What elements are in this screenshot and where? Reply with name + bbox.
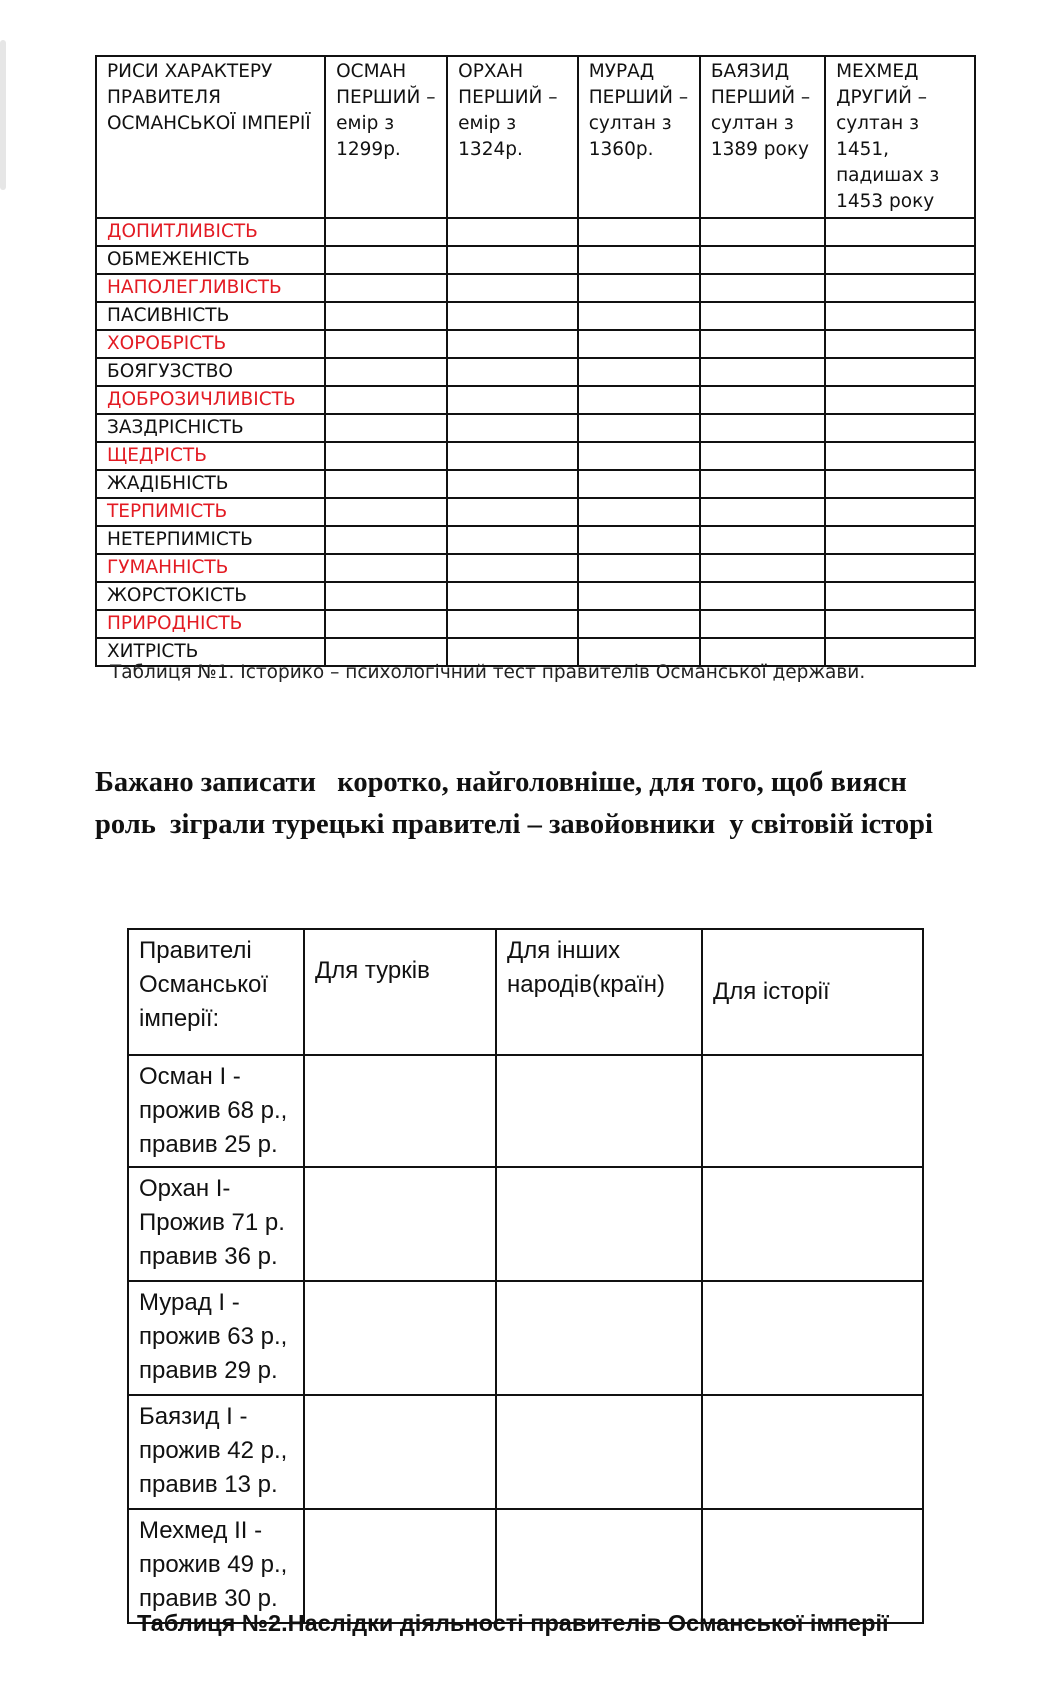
rating-cell[interactable] — [325, 554, 447, 582]
table-row — [96, 442, 975, 470]
instruction-line-2: роль зіграли турецькі правителі – завойовники у світовій історі — [95, 809, 933, 840]
rating-cell[interactable] — [700, 554, 825, 582]
rating-cell[interactable] — [825, 610, 975, 638]
answer-cell[interactable] — [304, 1395, 496, 1509]
table-row — [96, 498, 975, 526]
table-row — [128, 1395, 923, 1509]
trait-label: ДОБРОЗИЧЛИВІСТЬ — [96, 386, 325, 414]
rating-cell[interactable] — [325, 246, 447, 274]
answer-cell[interactable] — [496, 1281, 702, 1395]
trait-label: БОЯГУЗСТВО — [96, 358, 325, 386]
rating-cell[interactable] — [447, 274, 578, 302]
answer-cell[interactable] — [702, 1281, 923, 1395]
trait-label: ЩЕДРІСТЬ — [96, 442, 325, 470]
rating-cell[interactable] — [825, 358, 975, 386]
rating-cell[interactable] — [578, 274, 700, 302]
table-row — [96, 582, 975, 610]
rating-cell[interactable] — [700, 330, 825, 358]
table2-header-other-nations: Для інших народів(країн) — [496, 929, 702, 1055]
rating-cell[interactable] — [700, 246, 825, 274]
answer-cell[interactable] — [702, 1167, 923, 1281]
rating-cell[interactable] — [578, 554, 700, 582]
rating-cell[interactable] — [447, 330, 578, 358]
ruler-cell-mehmed: Мехмед II - прожив 49 р., правив 30 р. — [128, 1509, 304, 1623]
rating-cell[interactable] — [447, 610, 578, 638]
table1-header-orhan: ОРХАН ПЕРШИЙ – емір з 1324р. — [447, 56, 578, 218]
rating-cell[interactable] — [700, 470, 825, 498]
rating-cell[interactable] — [447, 526, 578, 554]
trait-label: ЖАДІБНІСТЬ — [96, 470, 325, 498]
answer-cell[interactable] — [702, 1509, 923, 1623]
rating-cell[interactable] — [325, 610, 447, 638]
trait-label: ПРИРОДНІСТЬ — [96, 610, 325, 638]
trait-label: ХИТРІСТЬ — [96, 638, 325, 666]
answer-cell[interactable] — [702, 1055, 923, 1167]
trait-label: ДОПИТЛИВІСТЬ — [96, 218, 325, 246]
answer-cell[interactable] — [304, 1055, 496, 1167]
rating-cell[interactable] — [325, 218, 447, 246]
rating-cell[interactable] — [700, 274, 825, 302]
rating-cell[interactable] — [578, 302, 700, 330]
answer-cell[interactable] — [496, 1055, 702, 1167]
rating-cell[interactable] — [578, 610, 700, 638]
rating-cell[interactable] — [447, 246, 578, 274]
rating-cell[interactable] — [325, 274, 447, 302]
trait-label: ГУМАННІСТЬ — [96, 554, 325, 582]
rating-cell[interactable] — [825, 330, 975, 358]
rating-cell[interactable] — [325, 498, 447, 526]
rating-cell[interactable] — [447, 218, 578, 246]
ruler-cell-orhan: Орхан I- Прожив 71 р. правив 36 р. — [128, 1167, 304, 1281]
rating-cell[interactable] — [825, 274, 975, 302]
table-row — [96, 274, 975, 302]
table-row — [96, 414, 975, 442]
rating-cell[interactable] — [700, 386, 825, 414]
table1-caption: Таблиця №1. Історико – психологічний тест правителів Османської держави. — [110, 662, 866, 683]
table-row — [96, 610, 975, 638]
rating-cell[interactable] — [700, 218, 825, 246]
rating-cell[interactable] — [825, 302, 975, 330]
table1-header-mehmed: МЕХМЕД ДРУГИЙ – султан з 1451, падишах з 1453 року — [825, 56, 975, 218]
answer-cell[interactable] — [496, 1509, 702, 1623]
table2-header-row — [128, 929, 923, 1055]
trait-label: ЖОРСТОКІСТЬ — [96, 582, 325, 610]
trait-label: ТЕРПИМІСТЬ — [96, 498, 325, 526]
rating-cell[interactable] — [700, 302, 825, 330]
rating-cell[interactable] — [578, 246, 700, 274]
rating-cell[interactable] — [325, 470, 447, 498]
rating-cell[interactable] — [325, 442, 447, 470]
table2-header-turks: Для турків — [304, 929, 496, 1055]
table-row — [96, 554, 975, 582]
rating-cell[interactable] — [325, 302, 447, 330]
trait-label: НЕТЕРПИМІСТЬ — [96, 526, 325, 554]
trait-label: ХОРОБРІСТЬ — [96, 330, 325, 358]
rating-cell[interactable] — [325, 414, 447, 442]
rating-cell[interactable] — [325, 582, 447, 610]
answer-cell[interactable] — [304, 1281, 496, 1395]
scrollbar[interactable] — [0, 40, 6, 190]
table-row — [128, 1167, 923, 1281]
rating-cell[interactable] — [325, 330, 447, 358]
table-row — [128, 1281, 923, 1395]
answer-cell[interactable] — [304, 1509, 496, 1623]
table-row — [96, 246, 975, 274]
table1-header-murad: МУРАД ПЕРШИЙ – султан з 1360р. — [578, 56, 700, 218]
rating-cell[interactable] — [825, 582, 975, 610]
table-row — [96, 218, 975, 246]
rating-cell[interactable] — [578, 330, 700, 358]
rating-cell[interactable] — [825, 246, 975, 274]
rating-cell[interactable] — [825, 470, 975, 498]
rating-cell[interactable] — [700, 442, 825, 470]
rating-cell[interactable] — [578, 498, 700, 526]
table-row — [96, 358, 975, 386]
rating-cell[interactable] — [825, 218, 975, 246]
table2-header-history: Для історії — [702, 929, 923, 1055]
rating-cell[interactable] — [825, 386, 975, 414]
character-traits-table — [95, 55, 976, 667]
instruction-line-1: Бажано записати коротко, найголовніше, для того, щоб виясн — [95, 767, 907, 798]
table1-header-row — [96, 56, 975, 218]
rating-cell[interactable] — [578, 218, 700, 246]
rating-cell[interactable] — [578, 526, 700, 554]
trait-label: ПАСИВНІСТЬ — [96, 302, 325, 330]
rating-cell[interactable] — [447, 358, 578, 386]
table-row — [96, 526, 975, 554]
table2-caption: Таблиця №2.Наслідки діяльності правителів Османської імперії — [137, 1610, 889, 1636]
table1-header-bayezid: БАЯЗИД ПЕРШИЙ – султан з 1389 року — [700, 56, 825, 218]
rating-cell[interactable] — [825, 442, 975, 470]
trait-label: ЗАЗДРІСНІСТЬ — [96, 414, 325, 442]
rating-cell[interactable] — [447, 414, 578, 442]
table1-header-traits: РИСИ ХАРАКТЕРУ ПРАВИТЕЛЯ ОСМАНСЬКОЇ ІМПЕРІЇ — [96, 56, 325, 218]
rating-cell[interactable] — [825, 498, 975, 526]
rating-cell[interactable] — [578, 386, 700, 414]
rating-cell[interactable] — [825, 526, 975, 554]
trait-label: ОБМЕЖЕНІСТЬ — [96, 246, 325, 274]
ruler-cell-bayezid: Баязид I - прожив 42 р., правив 13 р. — [128, 1395, 304, 1509]
rating-cell[interactable] — [578, 414, 700, 442]
trait-label: НАПОЛЕГЛИВІСТЬ — [96, 274, 325, 302]
table-row — [96, 302, 975, 330]
rating-cell[interactable] — [700, 610, 825, 638]
rating-cell[interactable] — [325, 358, 447, 386]
table-row — [96, 386, 975, 414]
answer-cell[interactable] — [496, 1395, 702, 1509]
table-row — [96, 470, 975, 498]
answer-cell[interactable] — [496, 1167, 702, 1281]
rating-cell[interactable] — [700, 358, 825, 386]
rating-cell[interactable] — [447, 470, 578, 498]
rating-cell[interactable] — [578, 582, 700, 610]
rating-cell[interactable] — [447, 302, 578, 330]
ruler-cell-osman: Осман I - прожив 68 р., правив 25 р. — [128, 1055, 304, 1167]
ruler-cell-murad: Мурад I - прожив 63 р., правив 29 р. — [128, 1281, 304, 1395]
rating-cell[interactable] — [447, 442, 578, 470]
rating-cell[interactable] — [447, 582, 578, 610]
rating-cell[interactable] — [578, 442, 700, 470]
table-row — [128, 1509, 923, 1623]
table-row — [128, 1055, 923, 1167]
answer-cell[interactable] — [304, 1167, 496, 1281]
table-row — [96, 330, 975, 358]
rating-cell[interactable] — [325, 526, 447, 554]
answer-cell[interactable] — [702, 1395, 923, 1509]
table1-header-osman: ОСМАН ПЕРШИЙ – емір з 1299р. — [325, 56, 447, 218]
rating-cell[interactable] — [700, 526, 825, 554]
rating-cell[interactable] — [325, 386, 447, 414]
instruction-text — [95, 762, 1061, 846]
rating-cell[interactable] — [700, 582, 825, 610]
rating-cell[interactable] — [447, 498, 578, 526]
table2-header-rulers: Правителі Османської імперії: — [128, 929, 304, 1055]
rating-cell[interactable] — [578, 470, 700, 498]
rating-cell[interactable] — [825, 414, 975, 442]
rating-cell[interactable] — [700, 498, 825, 526]
rating-cell[interactable] — [447, 386, 578, 414]
rating-cell[interactable] — [447, 554, 578, 582]
rating-cell[interactable] — [825, 554, 975, 582]
ruler-consequences-table — [127, 928, 924, 1624]
rating-cell[interactable] — [578, 358, 700, 386]
rating-cell[interactable] — [700, 414, 825, 442]
